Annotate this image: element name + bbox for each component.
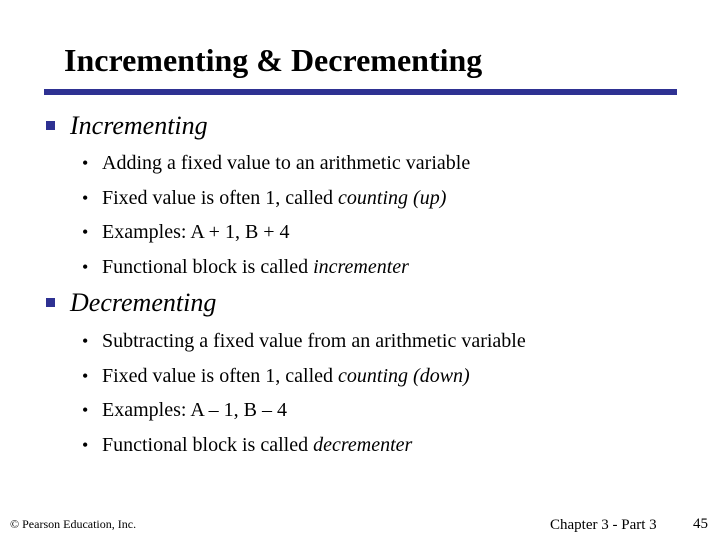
item-text: Subtracting a fixed value from an arithmetic variable	[102, 330, 526, 352]
item-text: Functional block is called	[102, 255, 314, 278]
item-text: Functional block is called	[102, 433, 314, 456]
item-text: Examples: A – 1, B – 4	[102, 399, 287, 421]
item-text: Adding a fixed value to an arithmetic variable	[102, 152, 471, 174]
item-text: Fixed value is often 1, called	[102, 364, 339, 387]
footer-chapter: Chapter 3 - Part 3	[550, 517, 657, 533]
item-text: Fixed value is often 1, called	[102, 186, 339, 209]
bullet-dot-icon: •	[82, 365, 89, 386]
bullet-dot-icon: •	[82, 153, 89, 173]
square-bullet-icon	[46, 121, 55, 130]
square-bullet-icon	[46, 298, 55, 307]
title-underline	[44, 89, 677, 95]
footer-copyright: © Pearson Education, Inc.	[10, 517, 137, 531]
item-emphasis: incrementer	[313, 255, 409, 278]
bullet-dot-icon: •	[82, 331, 89, 351]
page-number: 45	[693, 516, 708, 532]
slide-title: Incrementing & Decrementing	[64, 42, 483, 78]
section-heading: Decrementing	[70, 288, 217, 317]
item-text: Examples: A + 1, B + 4	[102, 221, 290, 243]
bullet-dot-icon: •	[82, 187, 89, 208]
item-emphasis: counting (down)	[338, 364, 470, 387]
section-heading: Incrementing	[70, 111, 208, 140]
item-emphasis: counting (up)	[338, 186, 447, 209]
bullet-dot-icon: •	[82, 256, 89, 277]
bullet-dot-icon: •	[82, 400, 89, 420]
item-emphasis: decrementer	[313, 433, 413, 456]
bullet-dot-icon: •	[82, 222, 89, 242]
bullet-dot-icon: •	[82, 434, 89, 455]
